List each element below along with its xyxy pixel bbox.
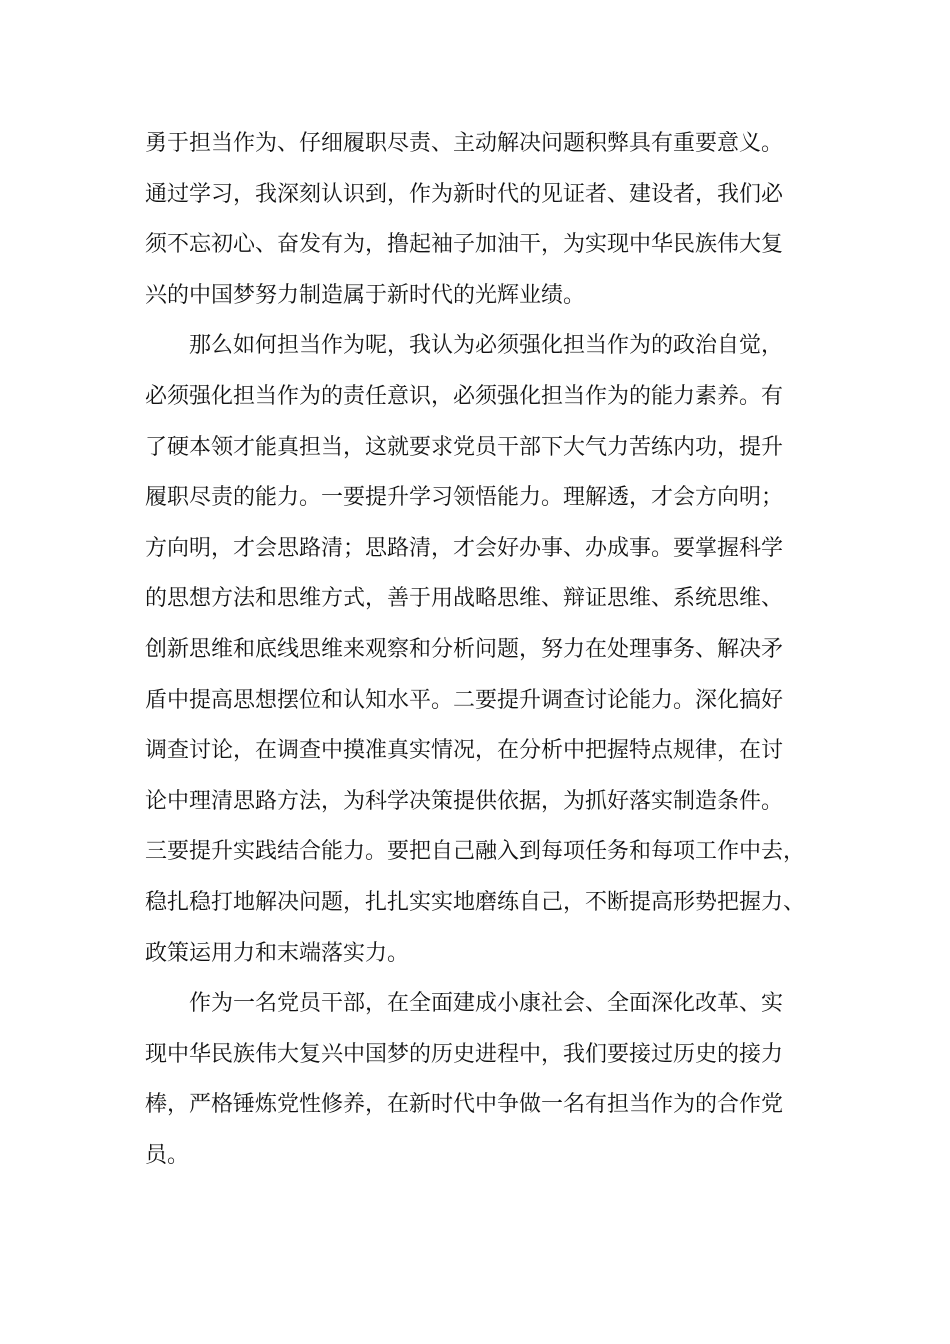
paragraph-line: 的思想方法和思维方式，善于用战略思维、辩证思维、系统思维、 bbox=[145, 586, 784, 612]
paragraph-line: 稳扎稳打地解决问题，扎扎实实地磨练自己，不断提高形势把握力、 bbox=[145, 889, 806, 915]
paragraph-line: 作为一名党员干部，在全面建成小康社会、全面深化改革、实 bbox=[189, 991, 784, 1017]
paragraph-line: 须不忘初心、奋发有为，撸起袖子加油干，为实现中华民族伟大复 bbox=[145, 232, 784, 258]
paragraph-1 bbox=[145, 124, 825, 326]
paragraph-line: 勇于担当作为、仔细履职尽责、主动解决问题积弊具有重要意义。 bbox=[145, 131, 784, 156]
paragraph-line: 论中理清思路方法，为科学决策提供依据，为抓好落实制造条件。 bbox=[145, 788, 784, 814]
paragraph-line: 盾中提高思想摆位和认知水平。二要提升调查讨论能力。深化搞好 bbox=[145, 687, 784, 713]
paragraph-line: 了硬本领才能真担当，这就要求党员干部下大气力苦练内功，提升 bbox=[145, 434, 784, 460]
paragraph-line: 兴的中国梦努力制造属于新时代的光辉业绩。 bbox=[145, 282, 586, 308]
paragraph-line: 必须强化担当作为的责任意识，必须强化担当作为的能力素养。有 bbox=[145, 383, 784, 409]
paragraph-line: 现中华民族伟大复兴中国梦的历史进程中，我们要接过历史的接力 bbox=[145, 1041, 784, 1067]
paragraph-line: 方向明，才会思路清；思路清，才会好办事、办成事。要掌握科学 bbox=[145, 535, 784, 561]
paragraph-line: 棒，严格锤炼党性修养，在新时代中争做一名有担当作为的合作党 bbox=[145, 1092, 784, 1118]
paragraph-2 bbox=[145, 326, 825, 984]
paragraph-line: 员。 bbox=[145, 1142, 190, 1168]
paragraph-line: 创新思维和底线思维来观察和分析问题，努力在处理事务、解决矛 bbox=[145, 636, 784, 662]
paragraph-line: 政策运用力和末端落实力。 bbox=[145, 940, 410, 966]
document-body bbox=[145, 124, 825, 1186]
paragraph-3 bbox=[145, 984, 825, 1186]
paragraph-line: 三要提升实践结合能力。要把自己融入到每项任务和每项工作中去， bbox=[145, 839, 806, 865]
paragraph-line: 调查讨论，在调查中摸准真实情况，在分析中把握特点规律，在讨 bbox=[145, 738, 784, 764]
paragraph-line: 通过学习，我深刻认识到，作为新时代的见证者、建设者，我们必 bbox=[145, 181, 784, 207]
paragraph-line: 履职尽责的能力。一要提升学习领悟能力。理解透，才会方向明； bbox=[145, 485, 784, 511]
paragraph-line: 那么如何担当作为呢，我认为必须强化担当作为的政治自觉， bbox=[189, 333, 784, 359]
